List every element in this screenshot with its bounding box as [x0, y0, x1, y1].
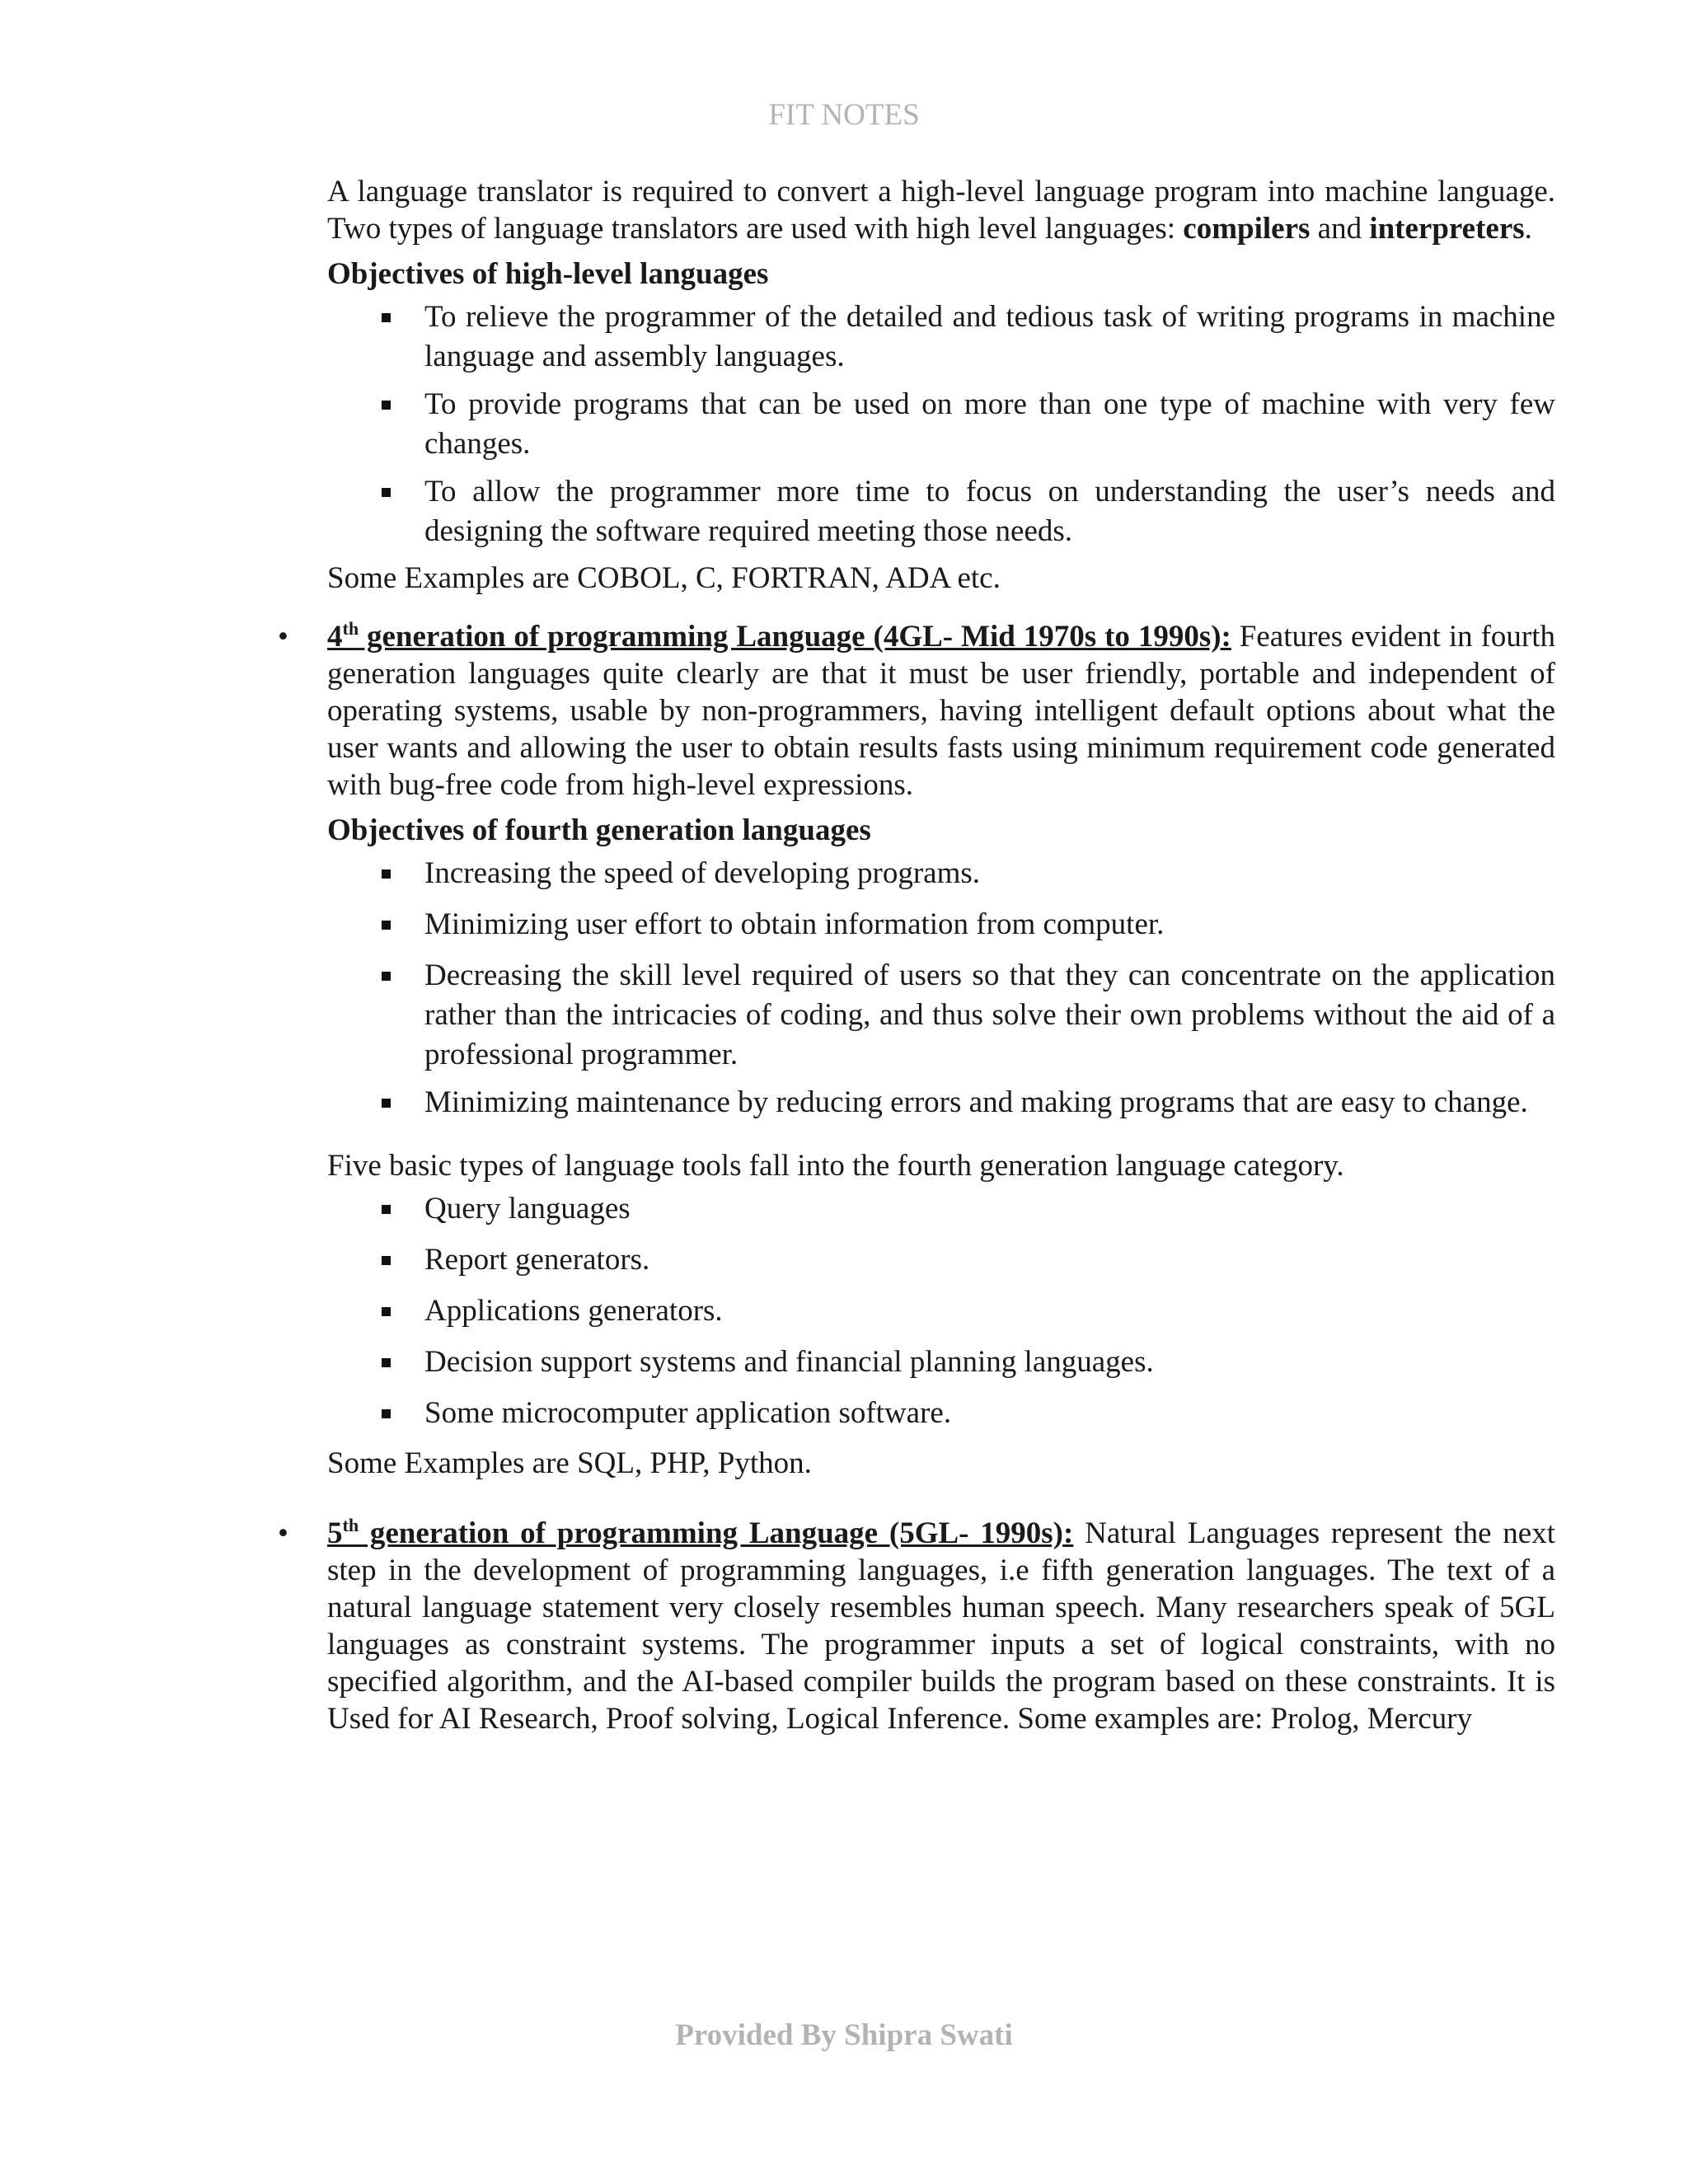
gen4-tools-list	[327, 1189, 1555, 1433]
square-bullet-icon	[382, 1256, 391, 1265]
list-item-text: To provide programs that can be used on more than one type of machine with very few changes.	[424, 387, 1555, 461]
gen4-heading-text: generation of programming Language (4GL- Mid 1970s to 1990s):	[359, 620, 1231, 654]
gen5-description: Natural Languages represent the next step in the development of programming languages, i.e fifth generation languages. The text of a natural language statement very closely resembles human speech. Many researchers speak of 5GL languages as constraint systems. The programmer inputs a set of logical constraints, with no specified algorithm, and the AI-based compiler builds the program based on these constraints. It is Used for AI Research, Proof solving, Logical Inference. Some examples are: Prolog, Mercury	[327, 1516, 1555, 1736]
intro-text-2: and	[1310, 212, 1370, 246]
gen5-section	[278, 1515, 1555, 1737]
gen4-section	[278, 618, 1555, 1482]
list-item-text: Applications generators.	[424, 1294, 723, 1328]
page-footer: Provided By Shipra Swati	[675, 2018, 1013, 2052]
list-item-text: Query languages	[424, 1192, 631, 1226]
square-bullet-icon	[382, 1409, 391, 1418]
gen4-superscript: th	[342, 618, 359, 639]
intro-bold-interpreters: interpreters	[1369, 212, 1525, 246]
gen4-description: Features evident in fourth generation languages quite clearly are that it must be user friendly, portable and independent of operating systems, usable by non-programmers, having intelligent default options about what the user wants and allowing the user to obtain results fasts using minimum requirement code generated with bug-free code from high-level expressions.	[327, 620, 1555, 802]
list-item-text: To allow the programmer more time to focus on understanding the user’s needs and designing the software required meeting those needs.	[424, 475, 1555, 548]
list-item	[424, 385, 1555, 464]
gen5-superscript: th	[342, 1515, 359, 1535]
square-bullet-icon	[382, 921, 391, 930]
square-bullet-icon	[382, 488, 391, 497]
hll-examples: Some Examples are COBOL, C, FORTRAN, ADA etc.	[327, 561, 1001, 595]
list-item	[424, 472, 1555, 551]
square-bullet-icon	[382, 1099, 391, 1108]
square-bullet-icon	[382, 1205, 391, 1214]
list-item	[424, 1083, 1555, 1122]
gen5-heading-text: generation of programming Language (5GL- 1990s):	[359, 1516, 1074, 1550]
gen5-paragraph	[327, 1515, 1555, 1737]
list-item-text: Minimizing user effort to obtain information from computer.	[424, 907, 1165, 941]
list-item-text: Report generators.	[424, 1243, 650, 1277]
list-item	[424, 905, 1555, 944]
list-item	[424, 1343, 1555, 1382]
gen4-objectives-title: Objectives of fourth generation languages	[327, 813, 871, 847]
gen4-examples: Some Examples are SQL, PHP, Python.	[327, 1446, 812, 1480]
document-body	[278, 173, 1555, 1737]
hll-objectives-list	[327, 298, 1555, 551]
intro-bold-compilers: compilers	[1183, 212, 1311, 246]
list-item	[424, 298, 1555, 377]
intro-paragraph	[327, 173, 1555, 247]
square-bullet-icon	[382, 972, 391, 981]
list-item-text: Decreasing the skill level required of users so that they can concentrate on the application rather than the intricacies of coding, and thus solve their own problems without the aid of a professional programmer.	[424, 958, 1555, 1071]
intro-text-3: .	[1524, 212, 1532, 246]
square-bullet-icon	[382, 401, 391, 410]
bullet-icon: •	[278, 620, 288, 654]
list-item	[424, 1189, 1555, 1229]
intro-text-1: A language translator is required to convert a high-level language program into machine language. Two types of language translators are used with high level languages:	[327, 175, 1555, 246]
bullet-icon: •	[278, 1516, 288, 1550]
list-item	[424, 1394, 1555, 1433]
square-bullet-icon	[382, 313, 391, 322]
gen4-paragraph	[327, 618, 1555, 804]
list-item-text: Increasing the speed of developing programs.	[424, 856, 981, 890]
list-item	[424, 956, 1555, 1075]
list-item	[424, 854, 1555, 893]
list-item-text: To relieve the programmer of the detailed and tedious task of writing programs in machine language and assembly languages.	[424, 300, 1555, 373]
gen5-heading	[327, 1516, 1073, 1550]
list-item-text: Decision support systems and financial planning languages.	[424, 1345, 1154, 1379]
list-item-text: Some microcomputer application software.	[424, 1396, 952, 1430]
page-header: FIT NOTES	[768, 98, 920, 132]
square-bullet-icon	[382, 869, 391, 879]
square-bullet-icon	[382, 1358, 391, 1367]
gen4-number: 4	[327, 620, 343, 654]
hll-objectives-title: Objectives of high-level languages	[327, 257, 769, 291]
gen5-number: 5	[327, 1516, 343, 1550]
gen4-tools-intro: Five basic types of language tools fall into the fourth generation language category.	[327, 1149, 1344, 1183]
square-bullet-icon	[382, 1307, 391, 1316]
list-item	[424, 1240, 1555, 1280]
gen4-objectives-list	[327, 854, 1555, 1122]
list-item-text: Minimizing maintenance by reducing errors and making programs that are easy to change.	[424, 1085, 1528, 1119]
list-item	[424, 1291, 1555, 1331]
gen4-heading	[327, 620, 1231, 654]
